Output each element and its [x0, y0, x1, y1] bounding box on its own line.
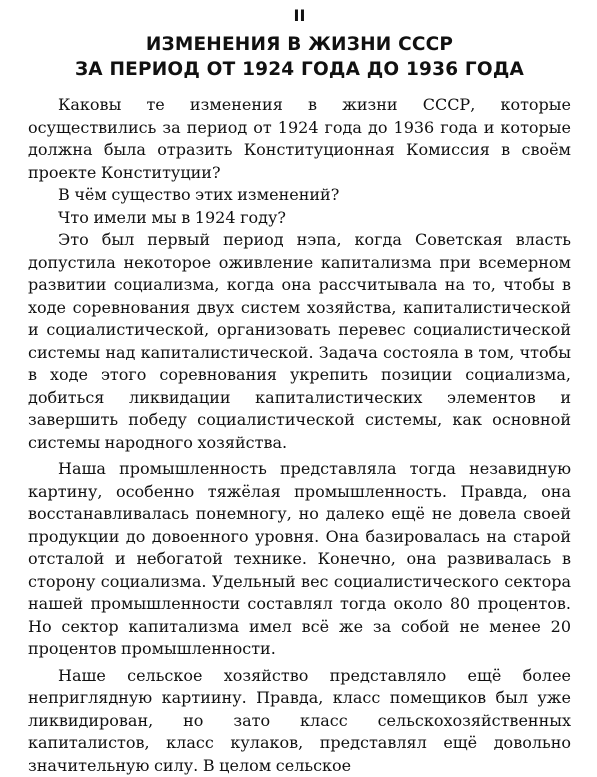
paragraph-2: В чём существо этих изменений? — [28, 184, 571, 207]
body-text — [28, 94, 571, 777]
section-title-line-1: ИЗМЕНЕНИЯ В ЖИЗНИ СССР — [28, 32, 571, 57]
paragraph-4: Это был первый период нэпа, когда Советская власть допустила некоторое оживление капитализма при всемерном развитии социализма, когда она рассчитывала на то, чтобы в ходе соревнования двух систем хозяйства, капиталистической и социалистической, организовать перевес социалистической системы над капиталистической. Задача состояла в том, чтобы в ходе этого соревнования укрепить позиции социализма, добиться ликвидации капиталистических элементов и завершить победу социалистической системы, как основной системы народного хозяйства. — [28, 229, 571, 454]
paragraph-6: Наше сельское хозяйство представляло ещё более неприглядную картиину. Правда, класс помещиков был уже ликвидирован, но зато класс сельскохозяйственных капиталистов, класс кулаков, представлял ещё довольно значительную силу. В целом сельское — [28, 665, 571, 777]
section-title-line-2: ЗА ПЕРИОД ОТ 1924 ГОДА ДО 1936 ГОДА — [28, 57, 571, 82]
paragraph-3: Что имели мы в 1924 году? — [28, 207, 571, 230]
paragraph-1: Каковы те изменения в жизни СССР, которые осуществились за период от 1924 года до 1936 года и которые должна была отразить Конституционная Комиссия в своём проекте Конституции? — [28, 94, 571, 184]
section-number: II — [28, 6, 571, 26]
paragraph-5: Наша промышленность представляла тогда незавидную картину, особенно тяжёлая промышленность. Правда, она восстанавливалась понемногу, но далеко ещё не довела своей продукции до довоенного уровня. Она базировалась на старой отсталой и небогатой технике. Конечно, она развивалась в сторону социализма. Удельный вес социалистического сектора нашей промышленности составлял тогда около 80 процентов. Но сектор капитализма имел всё же за собой не менее 20 процентов промышленности. — [28, 458, 571, 661]
